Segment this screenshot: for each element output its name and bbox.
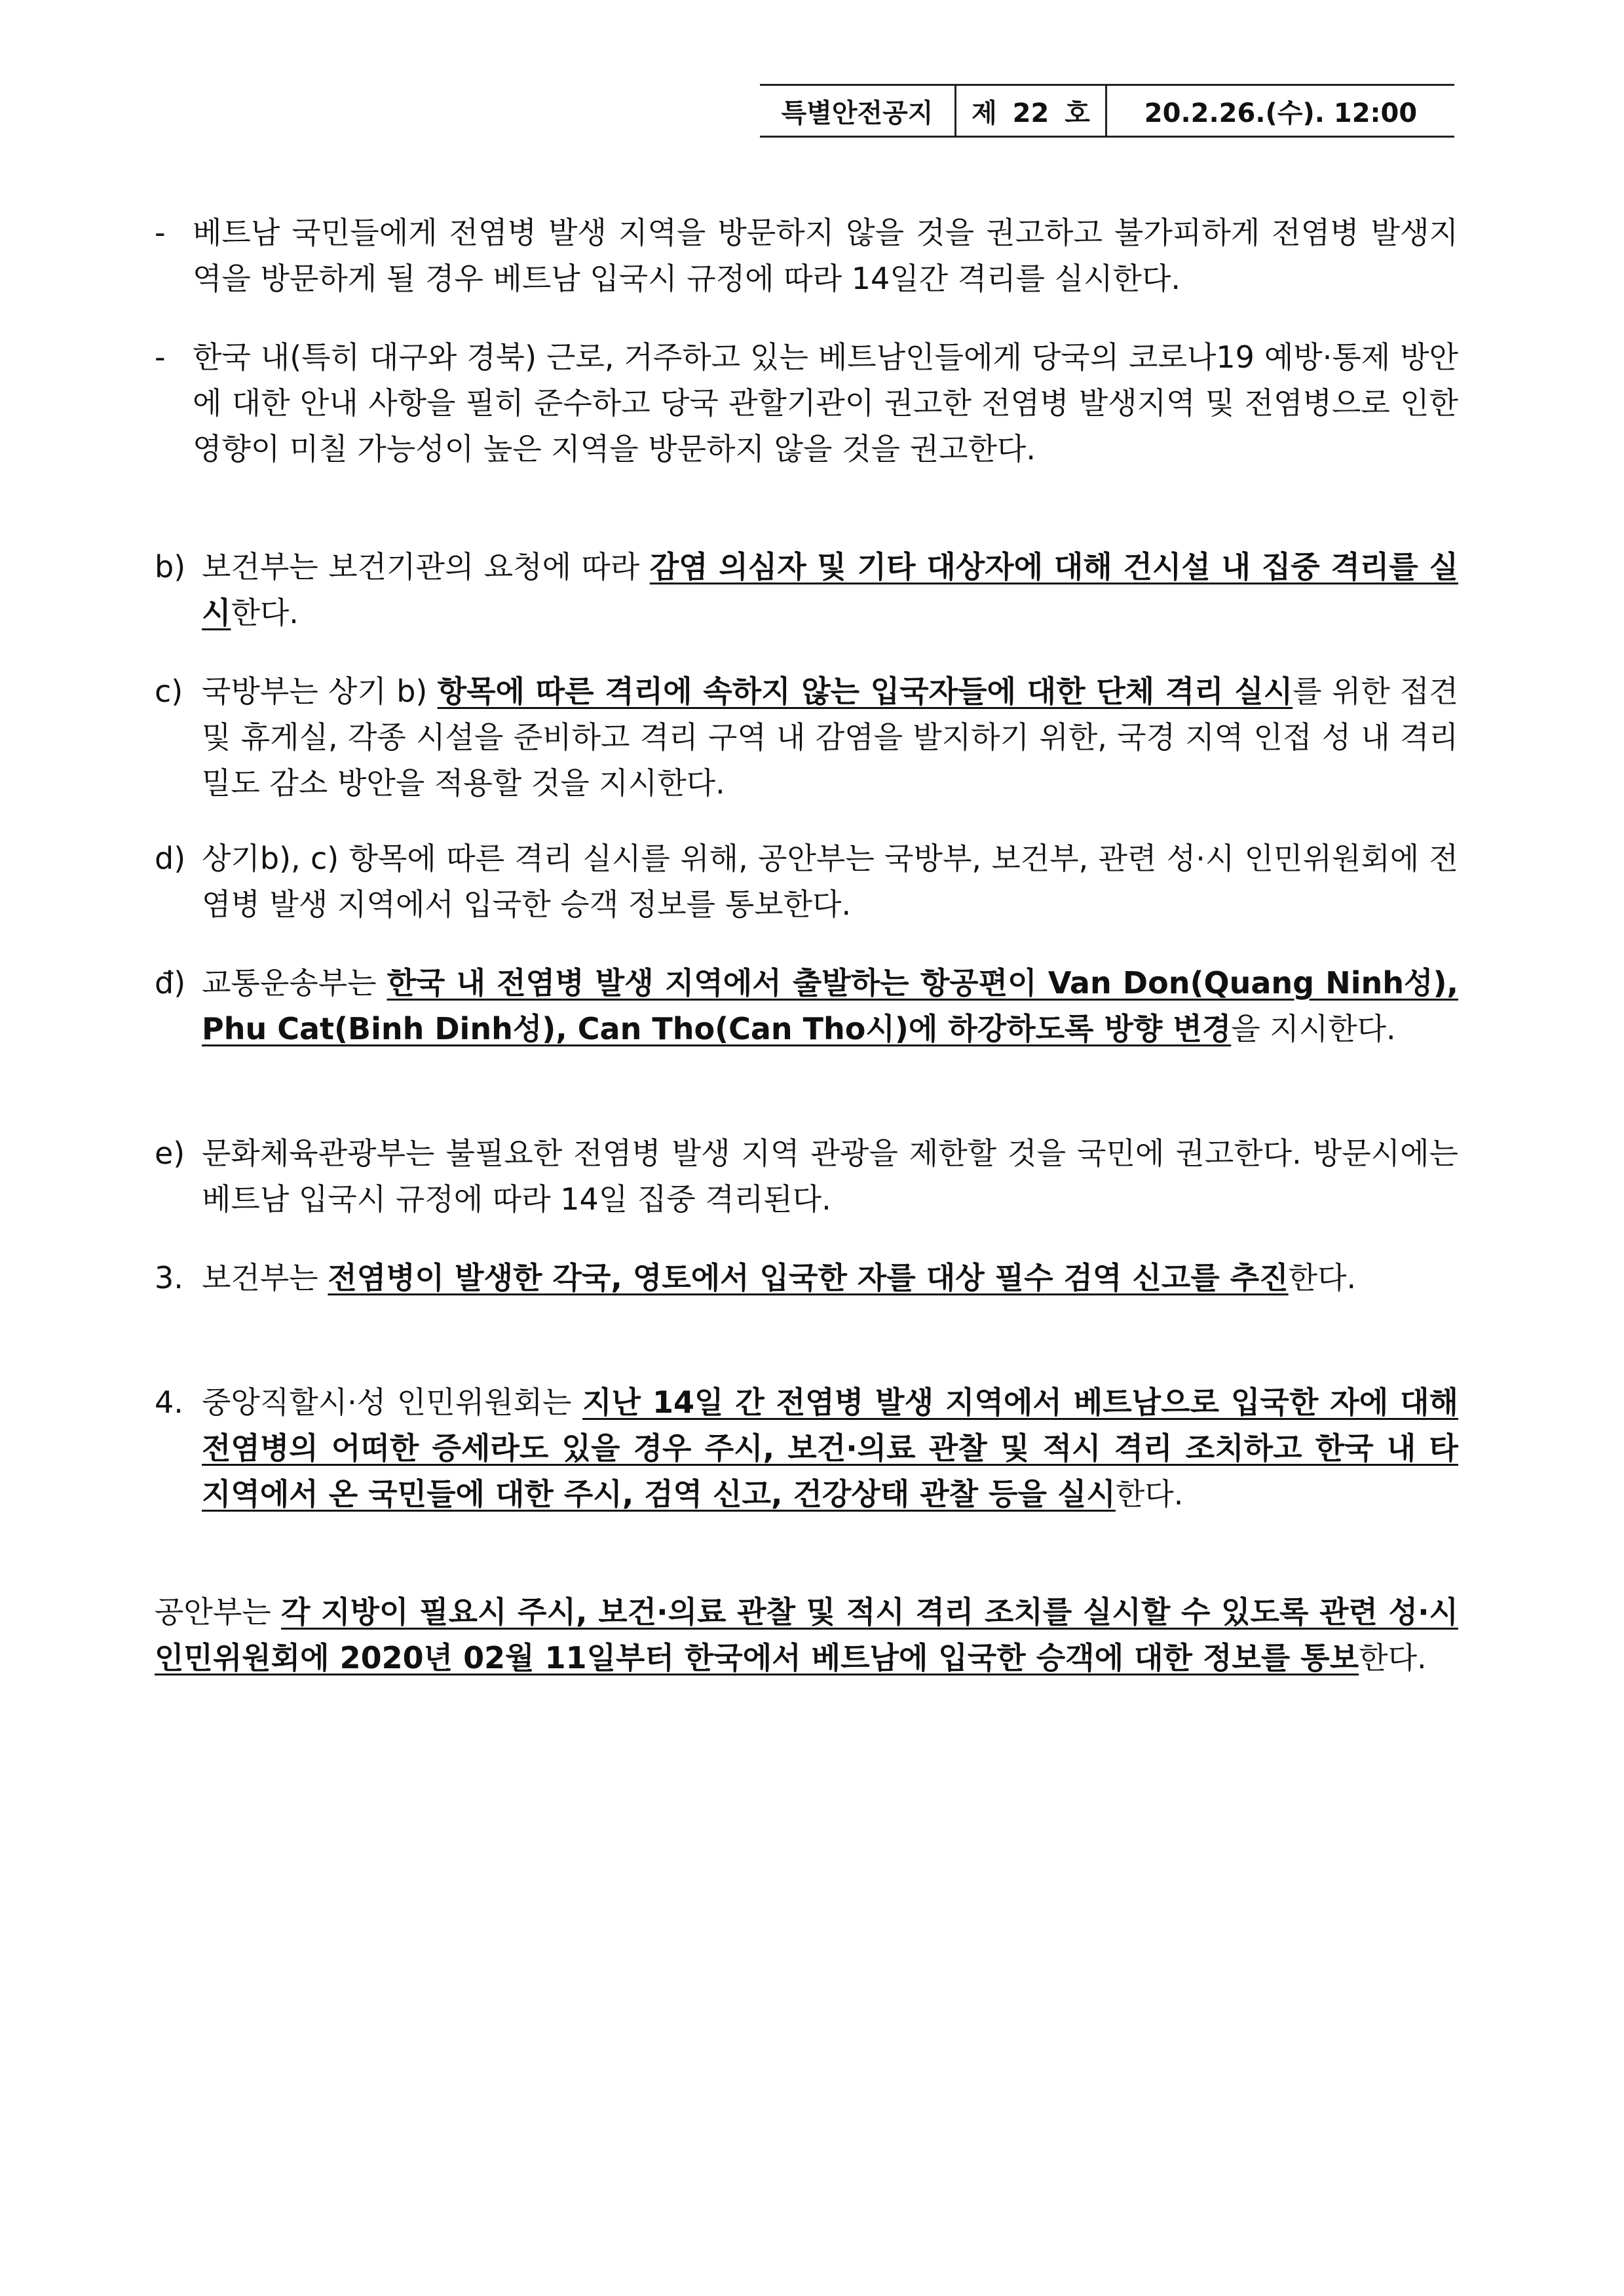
- body-text: 보건부는 보건기관의 요청에 따라: [202, 549, 650, 584]
- paragraph-body: [193, 334, 1458, 472]
- body-text: 한다.: [231, 595, 299, 630]
- paragraph-marker: c): [155, 674, 183, 709]
- body-text: 상기b), c) 항목에 따른 격리 실시를 위해, 공안부는 국방부, 보건부, 관련 성·시 인민위원회에 전염병 발생 지역에서 입국한 승객 정보를 통보한다.: [202, 841, 1458, 922]
- emphasis-text: 전염병이 발생한 각국, 영토에서 입국한 자를 대상 필수 검역 신고를 추진: [328, 1260, 1289, 1295]
- paragraph-e: [155, 1130, 1458, 1222]
- body-text: 한다.: [1359, 1640, 1427, 1675]
- emphasis-text: 지난 14일 간 전염병 발생 지역에서 베트남으로 입국한 자에 대해 전염병의 어떠한 증세라도 있을 경우 주시, 보건·의료 관찰 및 적시 격리 조치하고 한국 내 타 지역에서 온 국민들에 대한 주시, 검역 신고, 건강상태 관찰 등을 실시: [202, 1385, 1458, 1512]
- body-text: 보건부는: [202, 1260, 328, 1295]
- emphasis-text: 한국 내 전염병 발생 지역에서 출발하는 항공편이 Van Don(Quang Ninh성), Phu Cat(Binh Dinh성), Can Tho(Can Tho시)에 하강하도록 방향 변경: [202, 965, 1458, 1046]
- body-text: 교통운송부는: [202, 965, 387, 1001]
- paragraph-3: [155, 1255, 1458, 1301]
- paragraph-dd: [155, 960, 1458, 1052]
- body-text: 중앙직할시·성 인민위원회는: [202, 1385, 583, 1420]
- emphasis-text: 각 지방이 필요시 주시, 보건·의료 관찰 및 적시 격리 조치를 실시할 수 있도록 관련 성·시 인민위원회에 2020년 02월 11일부터 한국에서 베트남에 입국한 승객에 대한 정보를 통보: [155, 1594, 1458, 1675]
- paragraph-marker: 4.: [155, 1385, 183, 1420]
- emphasis-text: 감염 의심자 및 기타 대상자에 대해 건시설 내 집중 격리를 실시: [202, 549, 1458, 630]
- notice-header: [760, 84, 1454, 138]
- paragraph-c: [155, 668, 1458, 806]
- paragraph-marker: d): [155, 841, 186, 876]
- paragraph-body: [193, 210, 1458, 301]
- body-text: 을 지시한다.: [1231, 1011, 1396, 1046]
- body-text: 베트남 국민들에게 전염병 발생 지역을 방문하지 않을 것을 권고하고 불가피하게 전염병 발생지역을 방문하게 될 경우 베트남 입국시 규정에 따라 14일간 격리를 실시한다.: [193, 215, 1458, 296]
- paragraph-b: [155, 544, 1458, 636]
- body-text: 문화체육관광부는 불필요한 전염병 발생 지역 관광을 제한할 것을 국민에 권고한다. 방문시에는 베트남 입국시 규정에 따라 14일 집중 격리된다.: [202, 1136, 1458, 1217]
- paragraph-marker: e): [155, 1136, 185, 1171]
- notice-date: 20.2.26.(수). 12:00: [1144, 98, 1418, 128]
- paragraph-body: [202, 544, 1458, 636]
- paragraph-marker: b): [155, 549, 186, 584]
- paragraph-dash-1: [155, 210, 1458, 301]
- notice-title: 특별안전공지: [760, 86, 956, 136]
- paragraph-d: [155, 835, 1458, 927]
- paragraph-body: [202, 1130, 1458, 1222]
- paragraph-dash-2: [155, 334, 1458, 472]
- paragraph-marker: -: [155, 339, 166, 375]
- paragraph-marker: đ): [155, 965, 186, 1001]
- body-text: 공안부는: [155, 1594, 282, 1630]
- paragraph-marker: 3.: [155, 1260, 183, 1295]
- body-text: 를 위한 접견 및 휴게실, 각종 시설을 준비하고 격리 구역 내 감염을 발지하기 위한, 국경 지역 인접 성 내 격리 밀도 감소 방안을 적용할 것을 지시한다.: [202, 674, 1458, 801]
- paragraph-4: [155, 1379, 1458, 1517]
- paragraph-marker: -: [155, 215, 166, 250]
- paragraph-body: [202, 835, 1458, 927]
- body-text: 한다.: [1288, 1260, 1357, 1295]
- paragraph-body: [202, 1379, 1458, 1517]
- body-text: 한다.: [1115, 1476, 1184, 1512]
- notice-number: 제 22 호: [956, 86, 1107, 136]
- paragraph-body: [202, 1255, 1458, 1301]
- paragraph-final: [155, 1589, 1458, 1681]
- body-text: 국방부는 상기 b): [202, 674, 438, 709]
- paragraph-body: [202, 960, 1458, 1052]
- body-text: 한국 내(특히 대구와 경북) 근로, 거주하고 있는 베트남인들에게 당국의 코로나19 예방·통제 방안에 대한 안내 사항을 필히 준수하고 당국 관할기관이 권고한 전염병 발생지역 및 전염병으로 인한 영향이 미칠 가능성이 높은 지역을 방문하지 않을 것을 권고한다.: [193, 339, 1458, 467]
- paragraph-body: [155, 1589, 1458, 1681]
- emphasis-text: 항목에 따른 격리에 속하지 않는 입국자들에 대한 단체 격리 실시: [437, 674, 1293, 709]
- paragraph-body: [202, 668, 1458, 806]
